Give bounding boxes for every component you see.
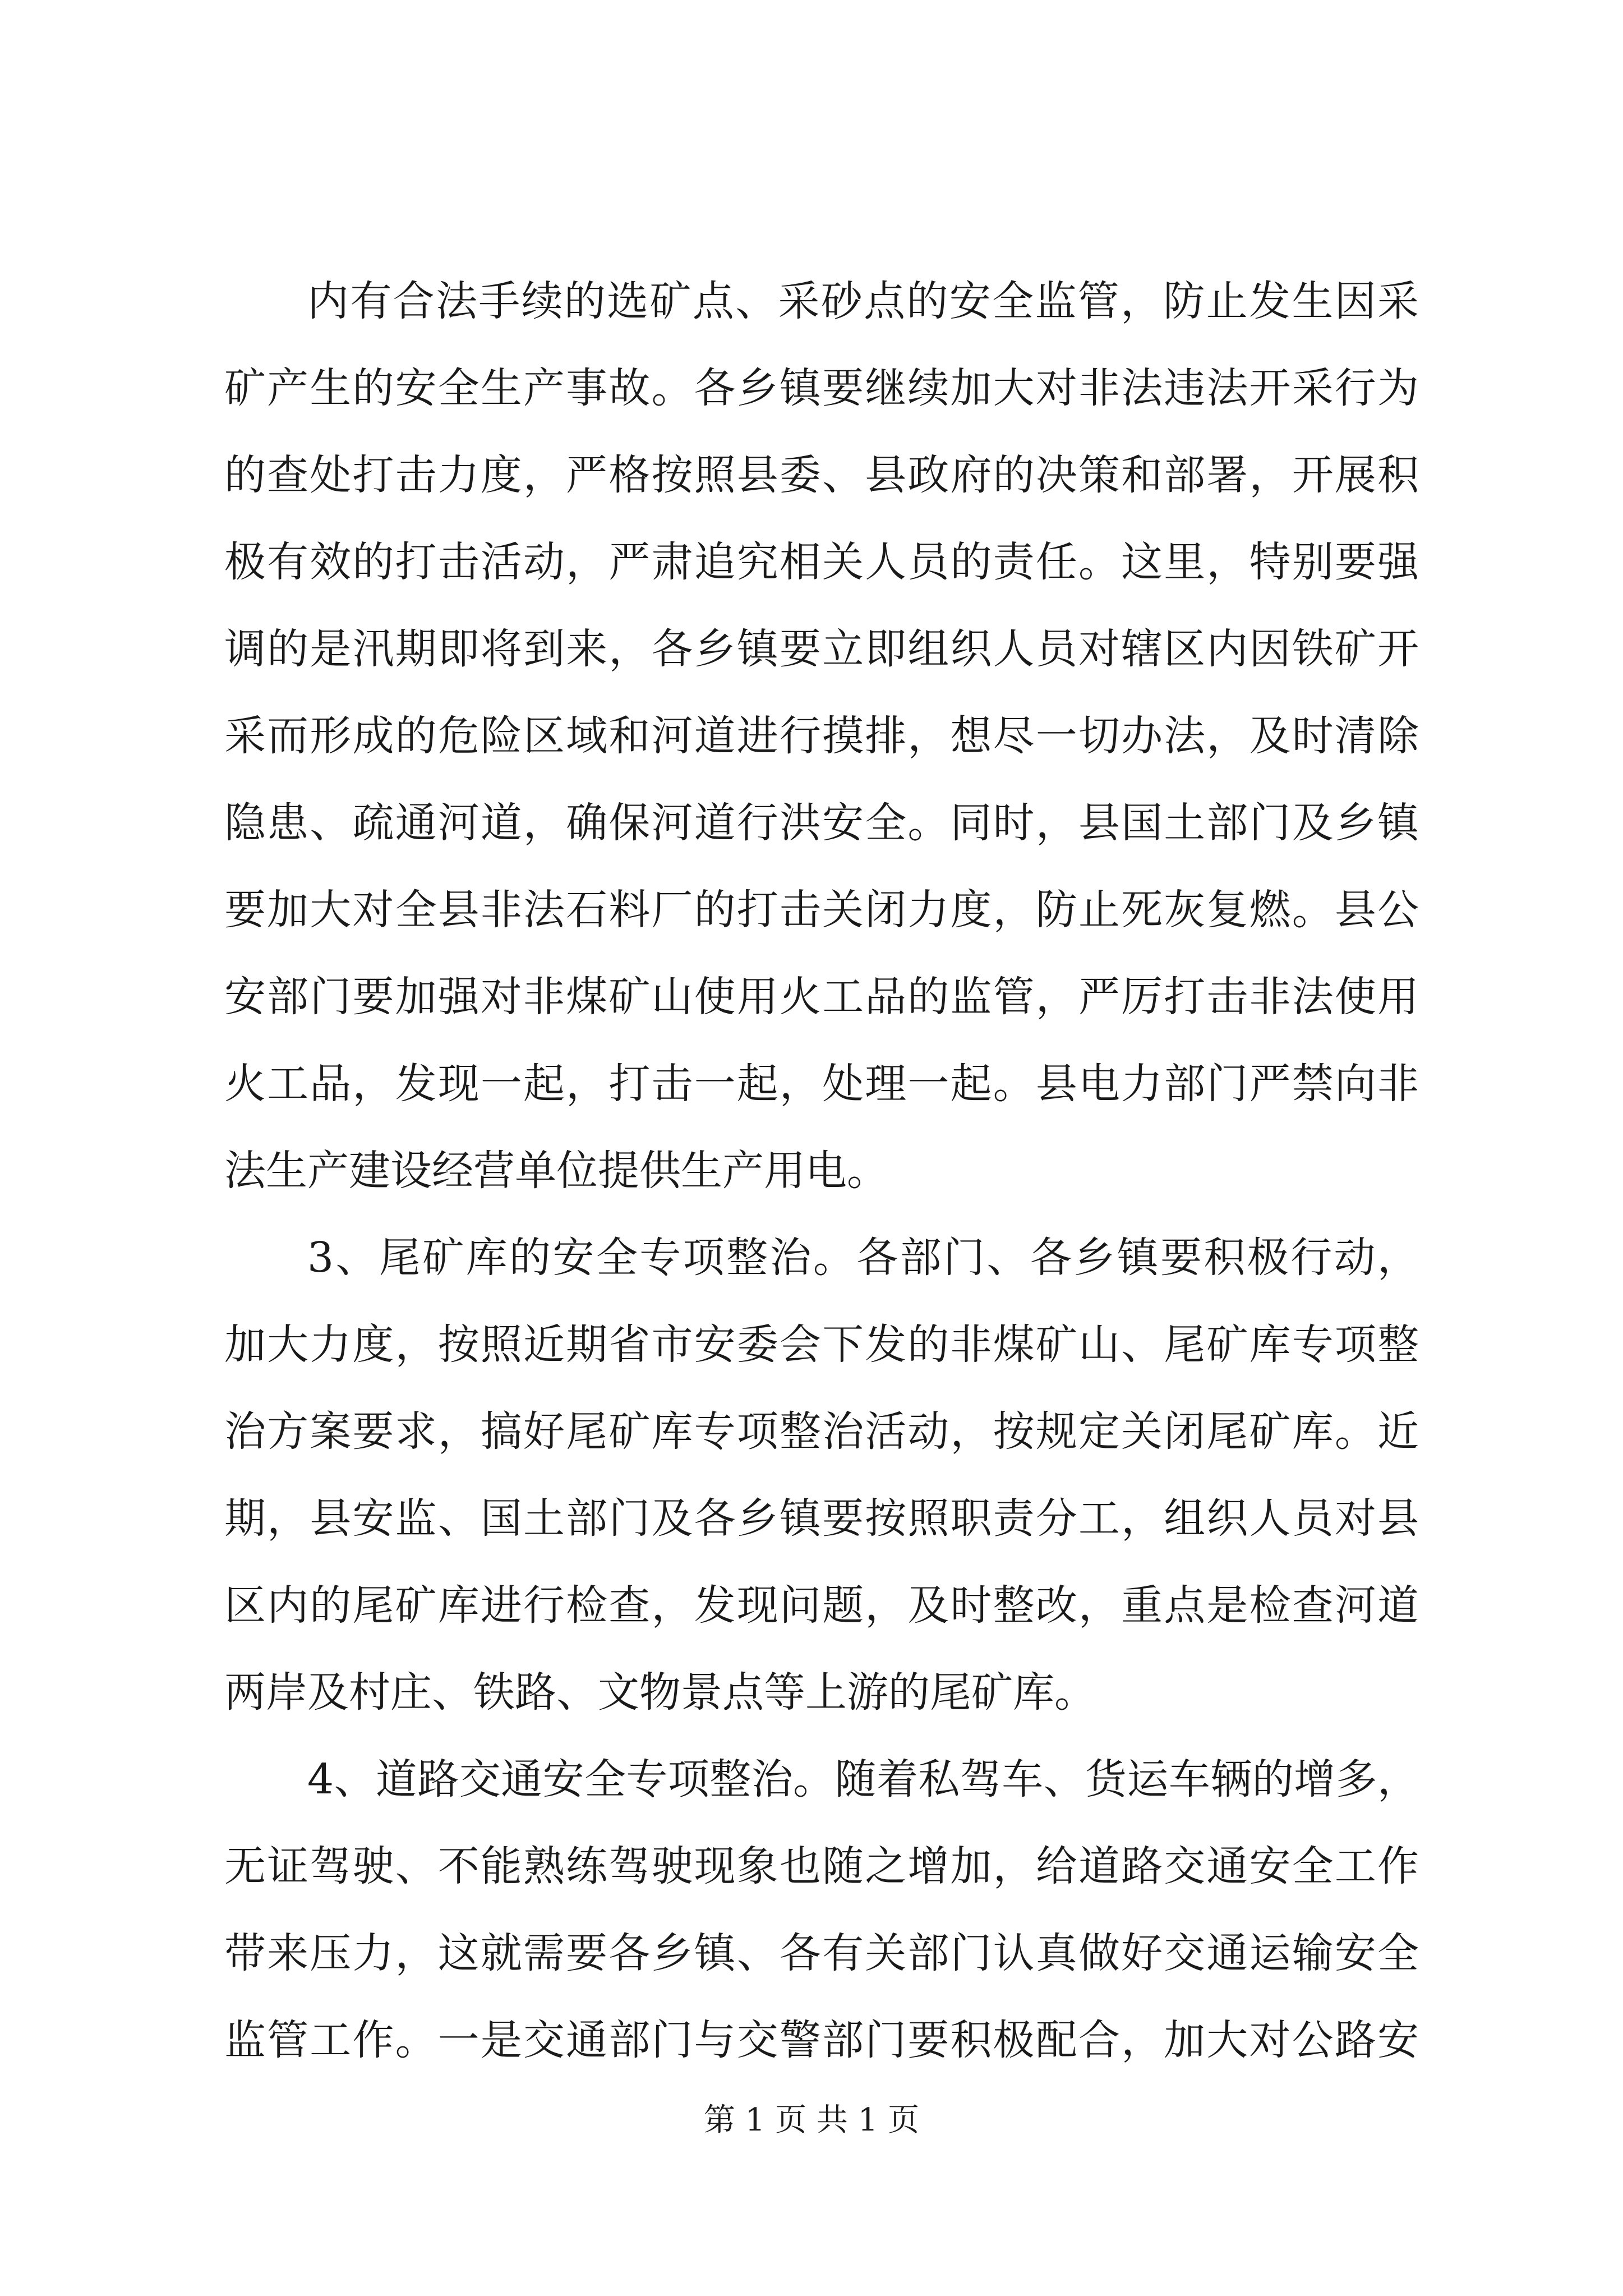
text-line: 期，县安监、国土部门及各乡镇要按照职责分工，组织人员对县 xyxy=(224,1494,1419,1543)
text-line: 极有效的打击活动，严肃追究相关人员的责任。这里，特别要强 xyxy=(224,538,1419,586)
text-line: 监管工作。一是交通部门与交警部门要积极配合，加大对公路安 xyxy=(224,2016,1419,2064)
text-line: 内有合法手续的选矿点、采砂点的安全监管，防止发生因采 xyxy=(307,277,1419,325)
text-line: 火工品，发现一起，打击一起，处理一起。县电力部门严禁向非 xyxy=(224,1060,1419,1108)
text-line: 区内的尾矿库进行检查，发现问题，及时整改，重点是检查河道 xyxy=(224,1581,1419,1630)
text-line: 矿产生的安全生产事故。各乡镇要继续加大对非法违法开采行为 xyxy=(224,364,1419,412)
text-line: 法生产建设经营单位提供生产用电。 xyxy=(224,1147,888,1195)
text-line: 的查处打击力度，严格按照县委、县政府的决策和部署，开展积 xyxy=(224,451,1419,499)
text-line: 隐患、疏通河道，确保河道行洪安全。同时，县国土部门及乡镇 xyxy=(224,799,1419,847)
text-line: 带来压力，这就需要各乡镇、各有关部门认真做好交通运输安全 xyxy=(224,1929,1419,1977)
text-line: 加大力度，按照近期省市安委会下发的非煤矿山、尾矿库专项整 xyxy=(224,1320,1419,1369)
text-line: 两岸及村庄、铁路、文物景点等上游的尾矿库。 xyxy=(224,1668,1096,1717)
text-line: 治方案要求，搞好尾矿库专项整治活动，按规定关闭尾矿库。近 xyxy=(224,1407,1419,1456)
text-line: 采而形成的危险区域和河道进行摸排，想尽一切办法，及时清除 xyxy=(224,712,1419,760)
text-line: 调的是汛期即将到来，各乡镇要立即组织人员对辖区内因铁矿开 xyxy=(224,625,1419,673)
text-line: 要加大对全县非法石料厂的打击关闭力度，防止死灰复燃。县公 xyxy=(224,886,1419,934)
text-line: 4、道路交通安全专项整治。随着私驾车、货运车辆的增多， xyxy=(307,1755,1419,1803)
text-line: 3、尾矿库的安全专项整治。各部门、各乡镇要积极行动， xyxy=(307,1234,1419,1282)
text-line: 安部门要加强对非煤矿山使用火工品的监管，严厉打击非法使用 xyxy=(224,973,1419,1021)
page-footer: 第 1 页 共 1 页 xyxy=(703,2102,920,2138)
document-body xyxy=(224,258,1419,2084)
text-line: 无证驾驶、不能熟练驾驶现象也随之增加，给道路交通安全工作 xyxy=(224,1842,1419,1890)
